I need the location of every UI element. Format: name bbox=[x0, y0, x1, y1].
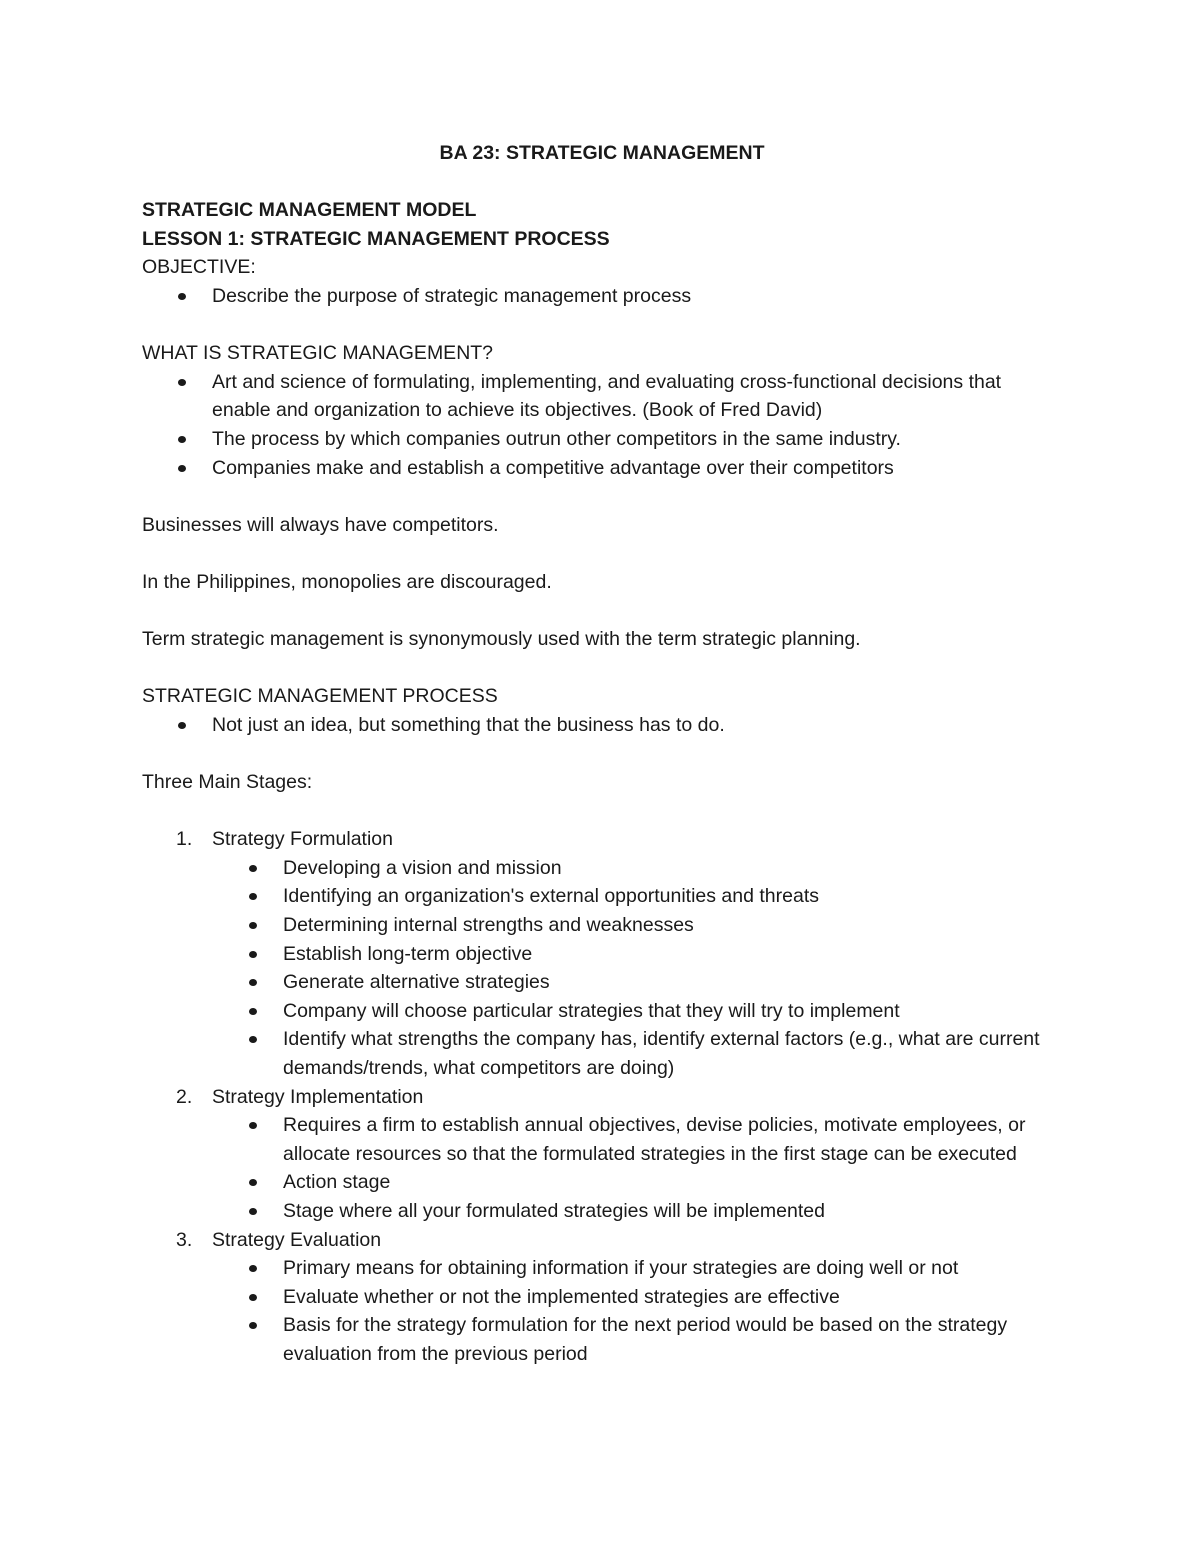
stage-item bbox=[142, 825, 1062, 1082]
what-is-heading: WHAT IS STRATEGIC MANAGEMENT? bbox=[142, 342, 494, 365]
lesson-heading: LESSON 1: STRATEGIC MANAGEMENT PROCESS bbox=[142, 227, 610, 250]
process-list bbox=[142, 711, 1062, 740]
stages-list bbox=[142, 825, 1062, 1368]
list-item: Stage where all your formulated strategies will be implemented bbox=[212, 1197, 1062, 1226]
stage-title: Strategy Evaluation bbox=[212, 1228, 382, 1251]
what-is-list bbox=[142, 368, 1062, 482]
paragraph: In the Philippines, monopolies are discouraged. bbox=[142, 570, 552, 593]
stage-item bbox=[142, 1083, 1062, 1226]
document-page bbox=[142, 139, 1062, 1369]
list-item: Determining internal strengths and weaknesses bbox=[212, 911, 1062, 940]
objective-label: OBJECTIVE: bbox=[142, 256, 256, 279]
list-item: Company will choose particular strategies that they will try to implement bbox=[212, 997, 1062, 1026]
list-item: Establish long-term objective bbox=[212, 940, 1062, 969]
paragraph: Businesses will always have competitors. bbox=[142, 513, 499, 536]
stage-number: 3. bbox=[176, 1228, 193, 1251]
list-item: Primary means for obtaining information if your strategies are doing well or not bbox=[212, 1254, 1062, 1283]
list-item: Describe the purpose of strategic management process bbox=[142, 282, 1062, 311]
list-item: Action stage bbox=[212, 1168, 1062, 1197]
stage-item bbox=[142, 1226, 1062, 1369]
spacer bbox=[142, 539, 1062, 568]
model-heading: STRATEGIC MANAGEMENT MODEL bbox=[142, 199, 477, 222]
list-item: Basis for the strategy formulation for the next period would be based on the strategy evaluation from the previous period bbox=[212, 1311, 1062, 1368]
list-item: Companies make and establish a competitive advantage over their competitors bbox=[142, 454, 1062, 483]
stage-sublist bbox=[212, 854, 1062, 1083]
list-item: Developing a vision and mission bbox=[212, 854, 1062, 883]
list-item: Identify what strengths the company has, identify external factors (e.g., what are current demands/trends, what competitors are doing) bbox=[212, 1025, 1062, 1082]
list-item: Not just an idea, but something that the business has to do. bbox=[142, 711, 1062, 740]
stage-number: 2. bbox=[176, 1085, 193, 1108]
stage-sublist bbox=[212, 1111, 1062, 1225]
document-title: BA 23: STRATEGIC MANAGEMENT bbox=[439, 142, 765, 164]
list-item: Generate alternative strategies bbox=[212, 968, 1062, 997]
spacer bbox=[142, 797, 1062, 826]
spacer bbox=[142, 482, 1062, 511]
stage-title: Strategy Formulation bbox=[212, 828, 393, 851]
objective-list bbox=[142, 282, 1062, 311]
list-item: Evaluate whether or not the implemented strategies are effective bbox=[212, 1283, 1062, 1312]
list-item: Art and science of formulating, implementing, and evaluating cross-functional decisions that enable and organization to achieve its objectives. (Book of Fred David) bbox=[142, 368, 1062, 425]
list-item: Requires a firm to establish annual objectives, devise policies, motivate employees, or allocate resources so that the formulated strategies in the first stage can be executed bbox=[212, 1111, 1062, 1168]
process-heading: STRATEGIC MANAGEMENT PROCESS bbox=[142, 685, 498, 708]
stages-heading: Three Main Stages: bbox=[142, 771, 313, 794]
spacer bbox=[142, 168, 1062, 197]
paragraph: Term strategic management is synonymously used with the term strategic planning. bbox=[142, 628, 861, 651]
spacer bbox=[142, 311, 1062, 340]
list-item: The process by which companies outrun other competitors in the same industry. bbox=[142, 425, 1062, 454]
stage-sublist bbox=[212, 1254, 1062, 1368]
list-item: Identifying an organization's external opportunities and threats bbox=[212, 882, 1062, 911]
stage-title: Strategy Implementation bbox=[212, 1085, 424, 1108]
spacer bbox=[142, 597, 1062, 626]
spacer bbox=[142, 654, 1062, 683]
spacer bbox=[142, 739, 1062, 768]
stage-number: 1. bbox=[176, 828, 193, 851]
